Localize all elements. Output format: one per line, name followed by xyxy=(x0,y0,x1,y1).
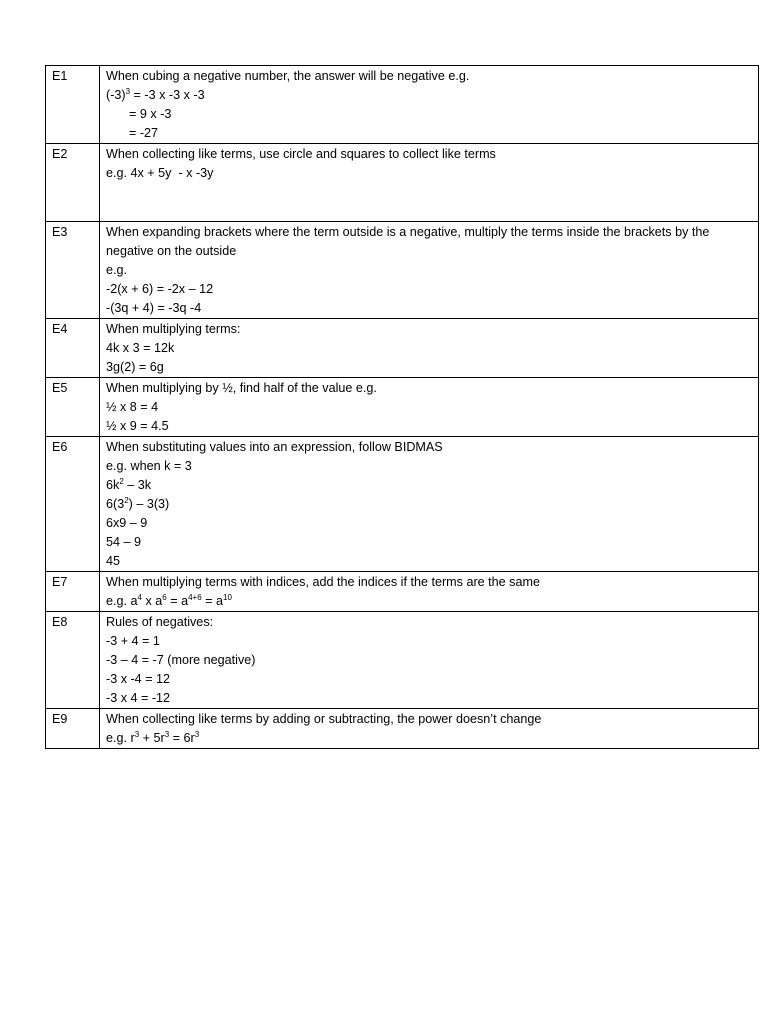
explanation-line xyxy=(106,592,754,611)
superscript: 6 xyxy=(162,593,167,602)
row-code: E2 xyxy=(46,144,100,222)
explanation-line: -2(x + 6) = -2x – 12 xyxy=(106,282,214,296)
text-segment: 6(3 xyxy=(106,497,125,511)
table-row xyxy=(46,319,759,378)
explanation-line xyxy=(106,495,754,514)
explanation-line: Rules of negatives: xyxy=(106,615,214,629)
text-segment: – 3k xyxy=(123,478,152,492)
explanation-line: 6x9 – 9 xyxy=(106,516,148,530)
row-code: E9 xyxy=(46,709,100,749)
text-segment: e.g. a xyxy=(106,594,138,608)
explanation-line xyxy=(106,476,754,495)
explanation-line: ½ x 9 = 4.5 xyxy=(106,419,169,433)
explanation-line: -3 x 4 = -12 xyxy=(106,691,171,705)
explanation-line: -3 + 4 = 1 xyxy=(106,634,160,648)
row-explanation xyxy=(100,144,759,222)
explanation-line: When expanding brackets where the term outside is a negative, multiply the terms inside the brackets by the negative on the outside xyxy=(106,225,713,258)
superscript: 3 xyxy=(125,87,131,96)
explanation-line: -3 x -4 = 12 xyxy=(106,672,171,686)
explanation-line: -3 – 4 = -7 (more negative) xyxy=(106,653,256,667)
row-code: E4 xyxy=(46,319,100,378)
text-segment: = 6r xyxy=(169,731,195,745)
superscript: 3 xyxy=(194,730,200,739)
text-segment: = a xyxy=(201,594,224,608)
explanation-line: -(3q + 4) = -3q -4 xyxy=(106,301,202,315)
text-segment: + 5r xyxy=(139,731,165,745)
row-code: E1 xyxy=(46,66,100,144)
row-code: E5 xyxy=(46,378,100,437)
explanation-line: When multiplying by ½, find half of the value e.g. xyxy=(106,381,377,395)
text-segment: ) – 3(3) xyxy=(128,497,170,511)
superscript: 10 xyxy=(223,593,232,602)
superscript: 2 xyxy=(124,496,129,505)
key-facts-rows xyxy=(46,66,759,749)
explanation-line: e.g. xyxy=(106,263,128,277)
text-segment: = a xyxy=(166,594,189,608)
row-explanation xyxy=(100,437,759,572)
explanation-line: 54 – 9 xyxy=(106,535,142,549)
explanation-line: When substituting values into an expression, follow BIDMAS xyxy=(106,440,443,454)
row-explanation xyxy=(100,66,759,144)
explanation-line: 3g(2) = 6g xyxy=(106,360,164,374)
explanation-line: When multiplying terms with indices, add the indices if the terms are the same xyxy=(106,575,540,589)
row-explanation xyxy=(100,378,759,437)
row-explanation xyxy=(100,572,759,612)
explanation-line: = 9 x -3 xyxy=(129,107,172,121)
explanation-line xyxy=(106,202,754,221)
text-segment: = -3 x -3 x -3 xyxy=(130,88,205,102)
row-explanation xyxy=(100,222,759,319)
explanation-line: When cubing a negative number, the answer will be negative e.g. xyxy=(106,69,470,83)
row-code: E6 xyxy=(46,437,100,572)
explanation-line xyxy=(106,729,754,748)
superscript: 2 xyxy=(119,477,124,486)
text-segment: x a xyxy=(141,594,163,608)
explanation-line: 4k x 3 = 12k xyxy=(106,341,175,355)
row-explanation xyxy=(100,709,759,749)
row-explanation xyxy=(100,319,759,378)
explanation-line xyxy=(106,86,754,105)
superscript: 4 xyxy=(137,593,142,602)
table-row xyxy=(46,437,759,572)
table-row xyxy=(46,612,759,709)
row-explanation xyxy=(100,612,759,709)
explanation-line: 45 xyxy=(106,554,121,568)
row-code: E7 xyxy=(46,572,100,612)
explanation-line: = -27 xyxy=(129,126,159,140)
explanation-line: When collecting like terms by adding or subtracting, the power doesn’t change xyxy=(106,712,542,726)
explanation-line: When multiplying terms: xyxy=(106,322,241,336)
table-row xyxy=(46,144,759,222)
row-code: E8 xyxy=(46,612,100,709)
explanation-line: When collecting like terms, use circle and squares to collect like terms xyxy=(106,147,496,161)
superscript: 4+6 xyxy=(188,593,202,602)
explanation-line: e.g. 4x + 5y - x -3y xyxy=(106,166,214,180)
text-segment: e.g. r xyxy=(106,731,135,745)
table-row xyxy=(46,66,759,144)
table-row xyxy=(46,378,759,437)
table-row xyxy=(46,572,759,612)
table-row xyxy=(46,709,759,749)
superscript: 3 xyxy=(164,730,170,739)
row-code: E3 xyxy=(46,222,100,319)
text-segment: 6k xyxy=(106,478,120,492)
explanation-line: e.g. when k = 3 xyxy=(106,459,192,473)
table-row xyxy=(46,222,759,319)
superscript: 3 xyxy=(134,730,140,739)
explanation-line: ½ x 8 = 4 xyxy=(106,400,159,414)
text-segment: (-3) xyxy=(106,88,126,102)
explanation-line xyxy=(106,183,754,202)
key-facts-table xyxy=(45,65,759,749)
